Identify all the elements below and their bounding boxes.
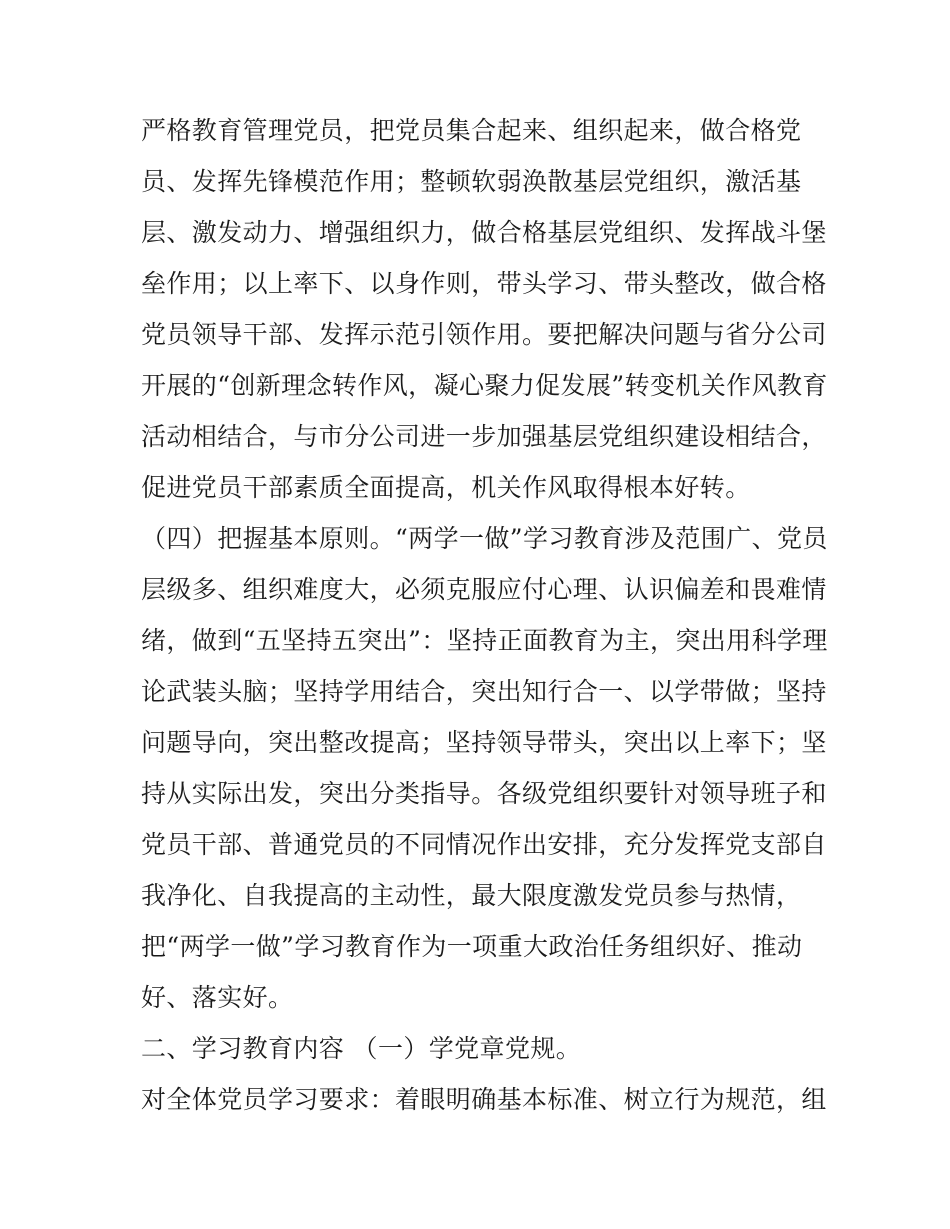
text-line: 持从实际出发，突出分类指导。各级党组织要针对领导班子和 [141,779,827,808]
text-line: 绪，做到“五坚持五突出”：坚持正面教育为主，突出用科学理 [141,626,828,655]
text-line: 论武装头脑；坚持学用结合，突出知行合一、以学带做；坚持 [141,677,827,706]
text-line: 我净化、自我提高的主动性，最大限度激发党员参与热情， [141,881,802,910]
section-heading-line: 二、学习教育内容 （一）学党章党规。 [141,1034,582,1063]
text-line: 层级多、组织难度大，必须克服应付心理、认识偏差和畏难情 [141,575,827,604]
text-line: 促进党员干部素质全面提高，机关作风取得根本好转。 [141,473,751,502]
text-line: 问题导向，突出整改提高；坚持领导带头，突出以上率下；坚 [141,728,827,757]
text-line: 对全体党员学习要求：着眼明确基本标准、树立行为规范，组 [141,1085,827,1114]
body-text [141,105,828,1125]
section-heading-line: （四）把握基本原则。“两学一做”学习教育涉及范围广、党员 [141,524,828,553]
text-line: 党员领导干部、发挥示范引领作用。要把解决问题与省分公司 [141,320,827,349]
text-line: 员、发挥先锋模范作用；整顿软弱涣散基层党组织，激活基 [141,167,802,196]
text-line: 党员干部、普通党员的不同情况作出安排，充分发挥党支部自 [141,830,827,859]
text-line: 活动相结合，与市分公司进一步加强基层党组织建设相结合， [141,422,827,451]
text-line: 开展的“创新理念转作风，凝心聚力促发展”转变机关作风教育 [141,371,828,400]
text-line: 垒作用；以上率下、以身作则，带头学习、带头整改，做合格 [141,269,827,298]
text-line: 好、落实好。 [141,983,294,1012]
text-line: 把“两学一做”学习教育作为一项重大政治任务组织好、推动 [141,932,803,961]
text-line: 层、激发动力、增强组织力，做合格基层党组织、发挥战斗堡 [141,218,827,247]
text-line: 严格教育管理党员，把党员集合起来、组织起来，做合格党 [141,116,802,145]
